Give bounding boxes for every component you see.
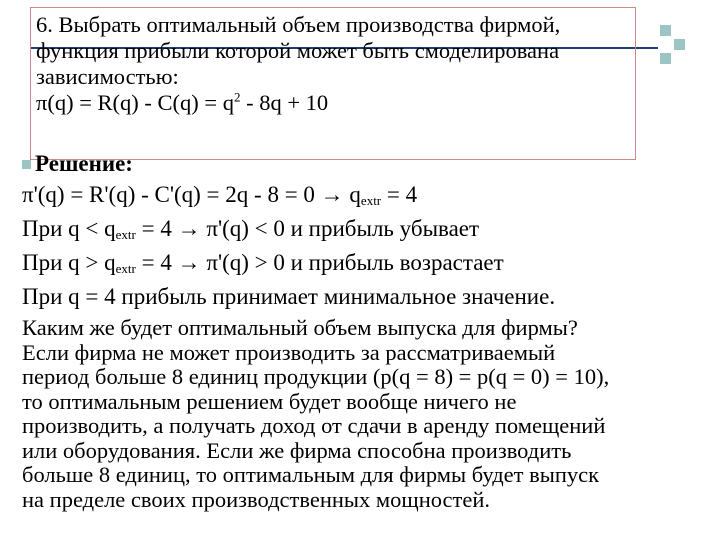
problem-statement bbox=[36, 12, 636, 116]
bullet-square-icon bbox=[22, 160, 31, 169]
problem-line-3: зависимостью: bbox=[36, 64, 179, 89]
paragraph-line: производить, а получать доход от сдачи в аренду помещений bbox=[22, 413, 606, 438]
decor-square-top bbox=[660, 25, 671, 36]
decreasing-line: При $q < q_{extr} = 4 \to \pi'(q) < 0$ и прибыль убывает bbox=[22, 216, 480, 242]
problem-line-1: 6. Выбрать оптимальный объем производства фирмой, bbox=[36, 12, 561, 37]
paragraph-line: Каким же будет оптимальный объем выпуска для фирмы? bbox=[22, 315, 578, 340]
decor-square-middle bbox=[674, 39, 685, 50]
increasing-line: При $q > q_{extr} = 4 \to \pi'(q) > 0$ и прибыль возрастает bbox=[22, 250, 504, 276]
paragraph-line: или оборудования. Если же фирма способна производить bbox=[22, 437, 572, 463]
profit-formula: $\pi(q) = R(q) - C(q) = q^2 - 8q + 10$ bbox=[36, 89, 329, 115]
conclusion-paragraph bbox=[22, 316, 717, 512]
minimum-line: При q = 4 прибыль принимает минимальное значение. bbox=[22, 284, 556, 309]
paragraph-line: Если фирма не может производить за рассматриваемый bbox=[22, 339, 556, 365]
solution-heading: Решение: bbox=[22, 150, 712, 178]
paragraph-line: больше 8 единиц, то оптимальным для фирмы будет выпуск bbox=[22, 462, 600, 487]
solution-block bbox=[22, 150, 712, 314]
problem-line-2: функция прибыли которой может быть смоделирована bbox=[36, 38, 560, 63]
derivative-line: $\pi'(q) = R'(q) - C'(q) = 2q - 8 = 0 \to q_{extr} = 4$ bbox=[22, 182, 418, 208]
decor-square-bottom bbox=[660, 53, 671, 64]
paragraph-line: период больше 8 единиц продукции (p(q = 8) = p(q = 0) = 10), bbox=[22, 364, 610, 389]
paragraph-line: на пределе своих производственных мощностей. bbox=[22, 486, 491, 512]
paragraph-line: то оптимальным решением будет вообще ничего не bbox=[22, 388, 517, 414]
